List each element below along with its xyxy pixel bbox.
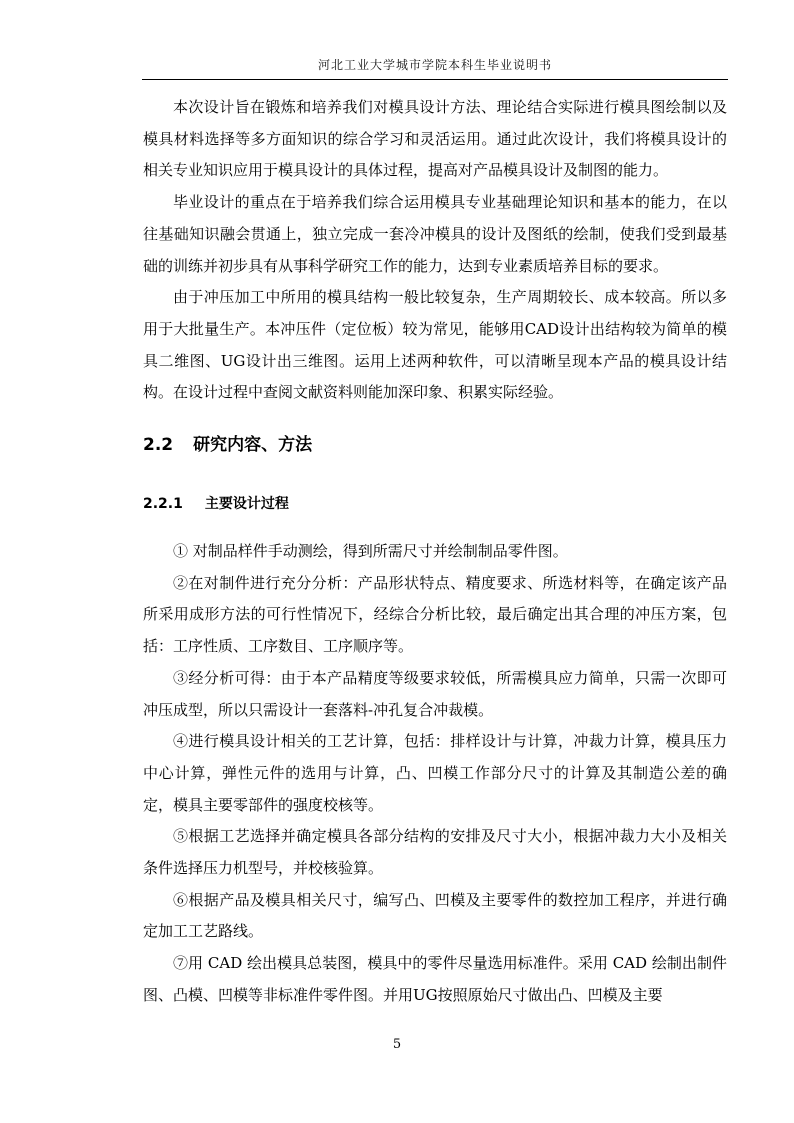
subsection-heading bbox=[143, 491, 289, 517]
step-item: ① 对制品样件手动测绘，得到所需尺寸并绘制制品零件图。 bbox=[173, 542, 568, 560]
intro-section bbox=[143, 92, 727, 409]
section-heading bbox=[143, 431, 312, 459]
step-item: ⑥根据产品及模具相关尺寸，编写凸、凹模及主要零件的数控加工程序，并进行确定加工工艺路线。 bbox=[143, 890, 727, 941]
step-item: ②在对制件进行充分分析：产品形状特点、精度要求、所选材料等，在确定该产品所采用成形方法的可行性情况下，经综合分析比较，最后确定出其合理的冲压方案，包括：工序性质、工序数目、工序顺序等。 bbox=[143, 573, 727, 656]
header-title: 河北工业大学城市学院本科生毕业说明书 bbox=[317, 58, 552, 72]
subsection-number: 2.2.1 bbox=[143, 496, 183, 512]
section-title: 研究内容、方法 bbox=[193, 435, 313, 455]
section-number: 2.2 bbox=[143, 435, 174, 455]
step-item: ⑤根据工艺选择并确定模具各部分结构的安排及尺寸大小，根据冲裁力大小及相关条件选择压力机型号，并校核验算。 bbox=[143, 827, 727, 878]
paragraph: 由于冲压加工中所用的模具结构一般比较复杂，生产周期较长、成本较高。所以多用于大批量生产。本冲压件（定位板）较为常见，能够用CAD设计出结构较为简单的模具二维图、UG设计出三维图。运用上述两种软件，可以清晰呈现本产品的模具设计结构。在设计过程中查阅文献资料则能加深印象、积累实际经验。 bbox=[143, 288, 727, 402]
step-item: ④进行模具设计相关的工艺计算，包括：排样设计与计算，冲裁力计算，模具压力中心计算，弹性元件的选用与计算，凸、凹模工作部分尺寸的计算及其制造公差的确定，模具主要零部件的强度校核等。 bbox=[143, 732, 727, 814]
page-number: 5 bbox=[392, 1037, 402, 1052]
step-item: ⑦用 CAD 绘出模具总装图，模具中的零件尽量选用标准件。采用 CAD 绘制出制件图、凸模、凹模等非标准件零件图。并用UG按照原始尺寸做出凸、凹模及主要 bbox=[143, 954, 727, 1004]
paragraph: 毕业设计的重点在于培养我们综合运用模具专业基础理论知识和基本的能力，在以往基础知识融会贯通上，独立完成一套冷冲模具的设计及图纸的绘制，使我们受到最基础的训练并初步具有从事科学研究工作的能力，达到专业素质培养目标的要求。 bbox=[143, 193, 727, 275]
subsection-title: 主要设计过程 bbox=[204, 496, 289, 512]
step-item: ③经分析可得：由于本产品精度等级要求较低，所需模具应力简单，只需一次即可冲压成型，所以只需设计一套落料-冲孔复合冲裁模。 bbox=[143, 668, 727, 719]
design-steps bbox=[143, 536, 727, 1012]
paragraph: 本次设计旨在锻炼和培养我们对模具设计方法、理论结合实际进行模具图绘制以及模具材料选择等多方面知识的综合学习和灵活运用。通过此次设计，我们将模具设计的相关专业知识应用于模具设计的具体过程，提高对产品模具设计及制图的能力。 bbox=[143, 98, 727, 180]
header-rule bbox=[142, 79, 728, 80]
